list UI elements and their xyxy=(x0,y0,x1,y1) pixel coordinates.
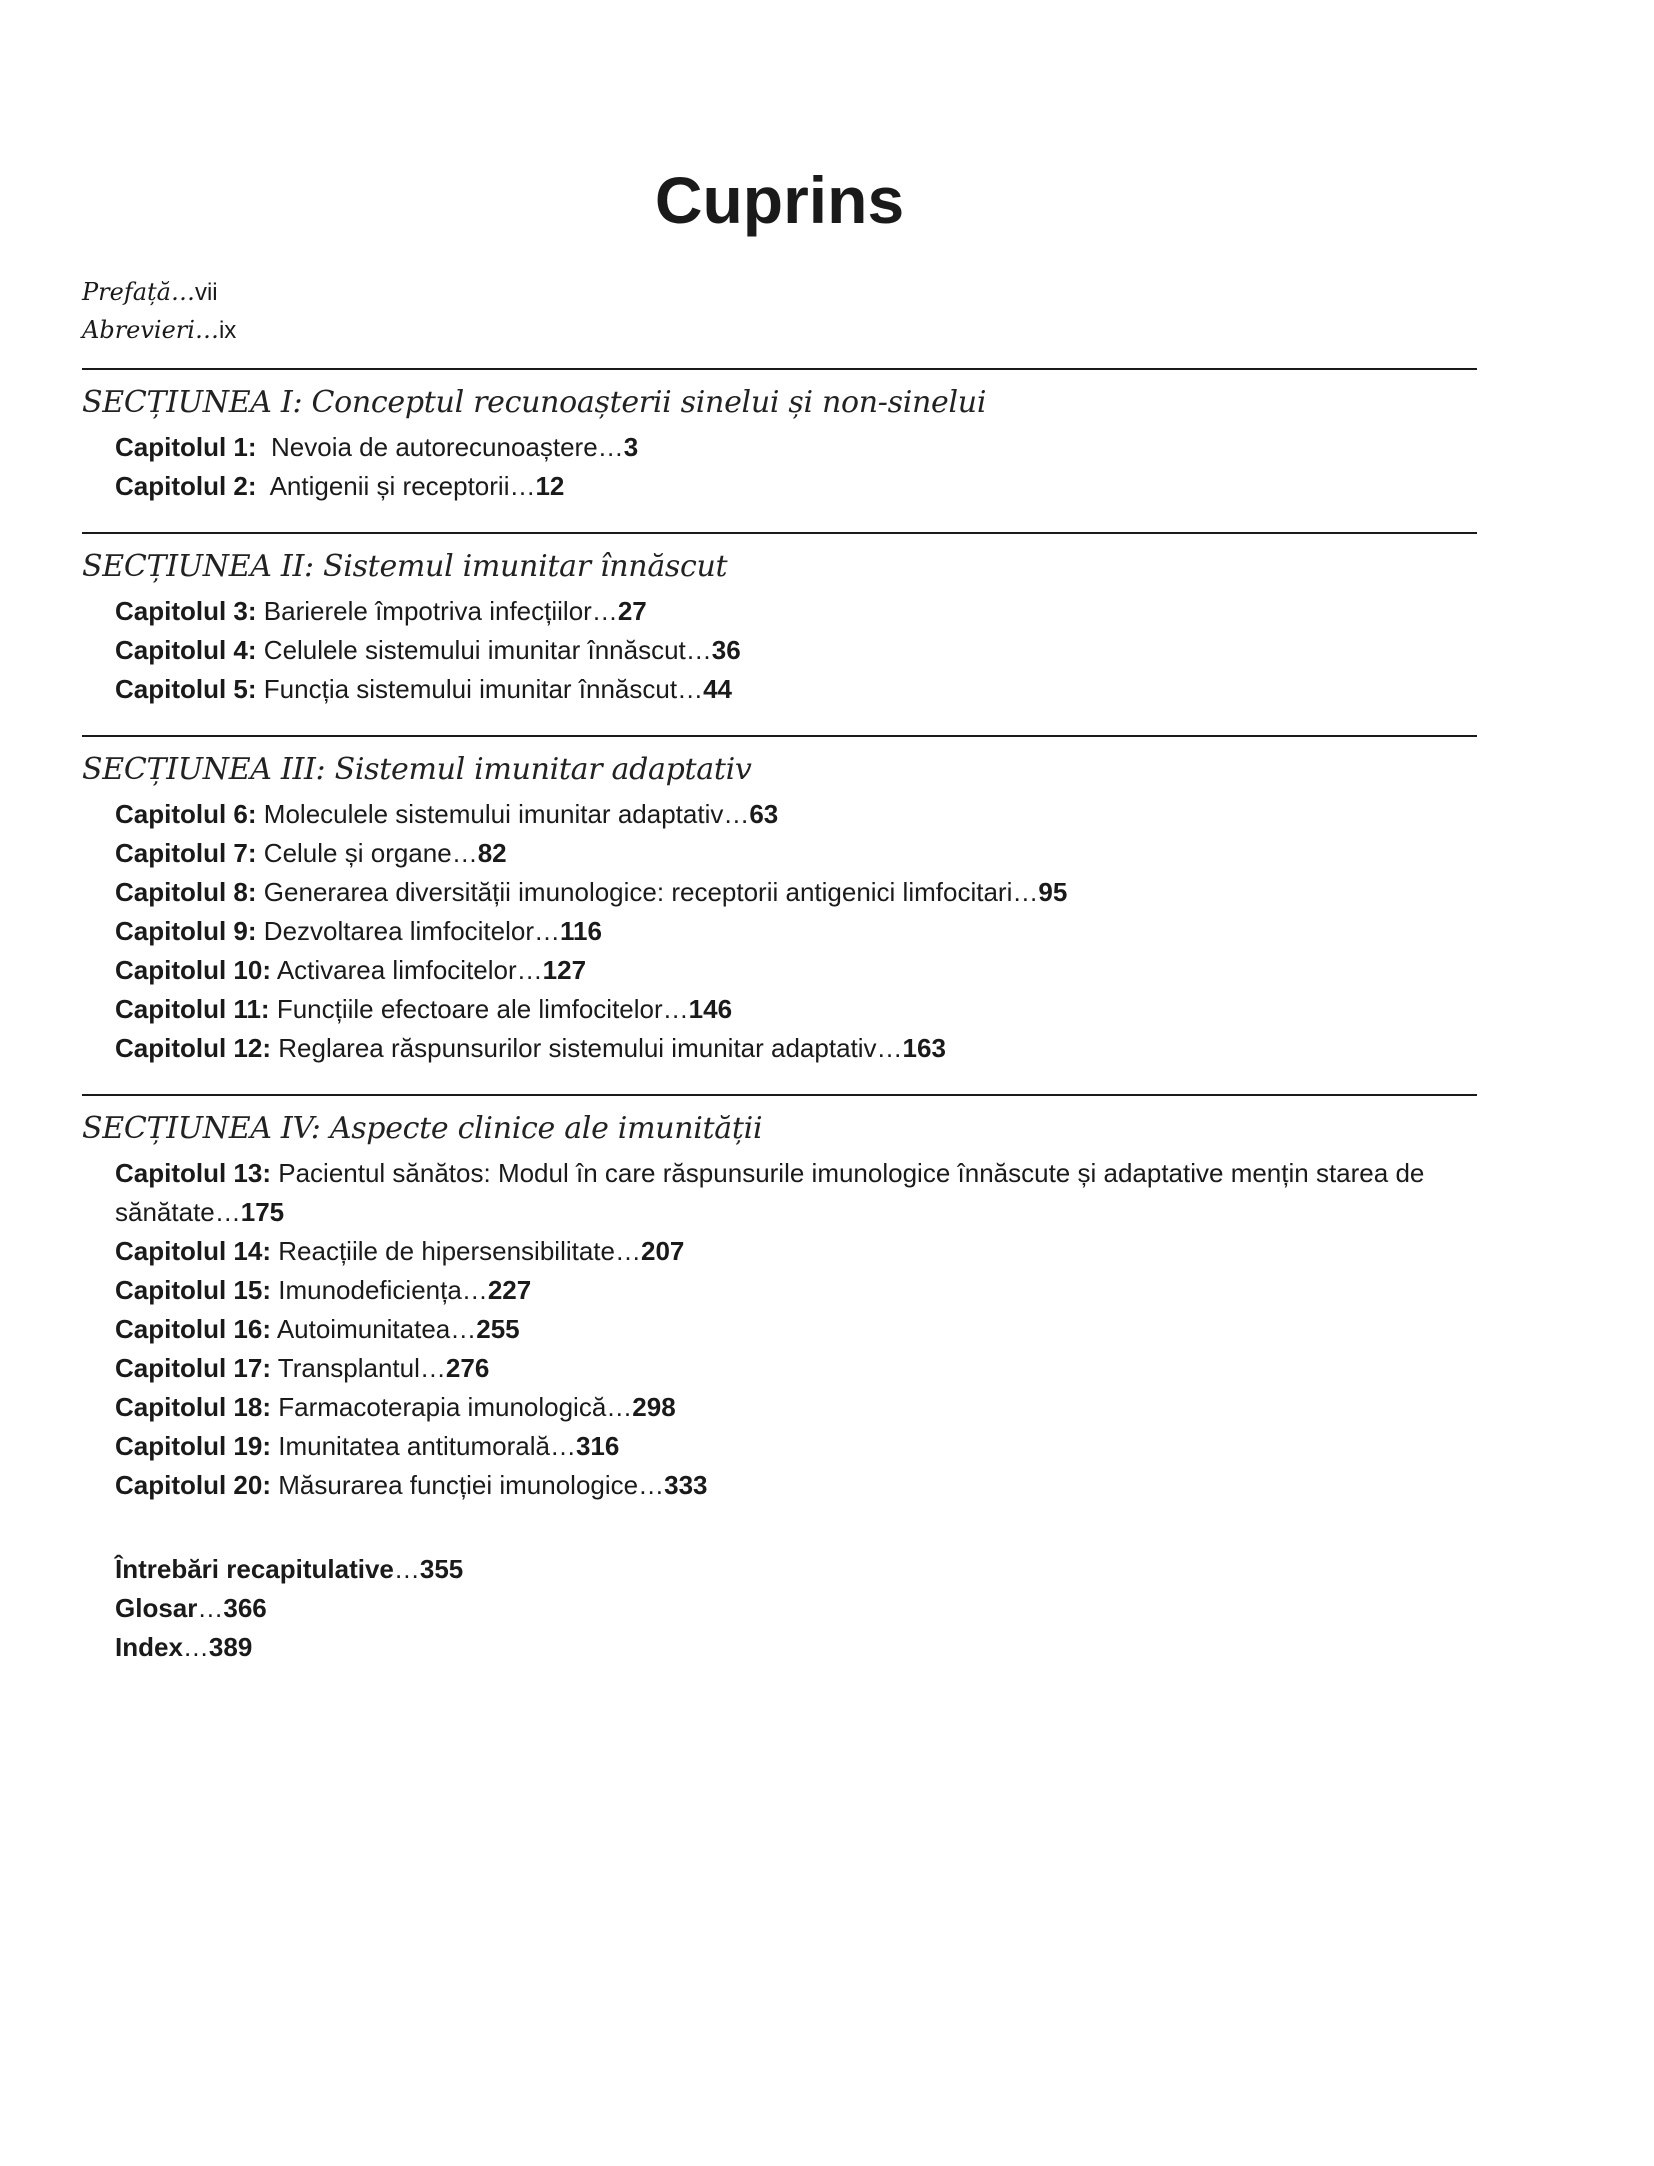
page-title: Cuprins xyxy=(654,163,905,237)
chapter-page: 146 xyxy=(688,994,733,1024)
chapter-label: Capitolul 8: xyxy=(115,877,257,907)
chapter-entry xyxy=(115,834,1477,873)
back-item-label: Întrebări recapitulative xyxy=(115,1554,394,1584)
chapter-text: Nevoia de autorecunoaștere… xyxy=(271,432,624,462)
back-item-index xyxy=(115,1628,463,1667)
chapter-list xyxy=(82,592,1477,709)
front-item-page: ix xyxy=(218,317,237,344)
chapter-label: Capitolul 4: xyxy=(115,635,257,665)
chapter-label: Capitolul 12: xyxy=(115,1033,272,1063)
chapter-page: 95 xyxy=(1038,877,1068,907)
front-item-ellipsis: … xyxy=(170,278,195,306)
chapter-entry xyxy=(115,467,1477,506)
back-item-intrebari xyxy=(115,1550,463,1589)
chapter-entry xyxy=(115,951,1477,990)
chapter-entry xyxy=(115,670,1477,709)
chapter-text: Funcția sistemului imunitar înnăscut… xyxy=(263,674,704,704)
chapter-label: Capitolul 18: xyxy=(115,1392,272,1422)
chapter-label: Capitolul 1: xyxy=(115,432,257,462)
chapter-text: Activarea limfocitelor… xyxy=(276,955,543,985)
chapter-label: Capitolul 10: xyxy=(115,955,272,985)
chapter-entry xyxy=(115,592,1477,631)
section-2 xyxy=(82,532,1477,709)
front-item-abrevieri xyxy=(82,312,236,350)
chapter-entry xyxy=(115,1427,1477,1466)
section-4 xyxy=(82,1094,1477,1505)
chapter-page: 207 xyxy=(641,1236,685,1266)
chapter-label: Capitolul 16: xyxy=(115,1314,272,1344)
back-item-label: Glosar xyxy=(115,1593,198,1623)
back-item-page: 366 xyxy=(223,1593,267,1623)
chapter-label: Capitolul 15: xyxy=(115,1275,272,1305)
chapter-entry xyxy=(115,1154,1477,1232)
chapter-label: Capitolul 20: xyxy=(115,1470,272,1500)
chapter-page: 116 xyxy=(560,916,602,946)
chapter-entry xyxy=(115,428,1477,467)
back-item-ellipsis: … xyxy=(182,1632,209,1662)
front-item-prefata xyxy=(82,274,236,312)
chapter-text: Funcțiile efectoare ale limfocitelor… xyxy=(276,994,689,1024)
chapter-entry xyxy=(115,873,1477,912)
chapter-entry xyxy=(115,1232,1477,1271)
chapter-label: Capitolul 3: xyxy=(115,596,257,626)
chapter-page: 63 xyxy=(749,799,779,829)
chapter-text: Reglarea răspunsurilor sistemului imunitar adaptativ… xyxy=(278,1033,903,1063)
toc-sections xyxy=(82,368,1477,1531)
chapter-page: 333 xyxy=(664,1470,708,1500)
back-item-page: 389 xyxy=(208,1632,253,1662)
chapter-page: 44 xyxy=(703,674,733,704)
back-item-page: 355 xyxy=(419,1554,464,1584)
chapter-page: 276 xyxy=(445,1353,490,1383)
chapter-page: 316 xyxy=(575,1431,620,1461)
chapter-label: Capitolul 6: xyxy=(115,799,257,829)
chapter-label: Capitolul 14: xyxy=(115,1236,272,1266)
back-item-ellipsis: … xyxy=(393,1554,420,1584)
front-item-ellipsis: … xyxy=(194,316,219,344)
chapter-page: 163 xyxy=(902,1033,946,1063)
chapter-label: Capitolul 13: xyxy=(115,1158,272,1188)
chapter-page: 127 xyxy=(542,955,587,985)
front-item-label: Prefață xyxy=(82,278,171,306)
chapter-page: 255 xyxy=(476,1314,520,1344)
section-1 xyxy=(82,368,1477,506)
chapter-label: Capitolul 17: xyxy=(115,1353,272,1383)
chapter-page: 12 xyxy=(535,471,565,501)
chapter-text: Generarea diversității imunologice: receptorii antigenici limfocitari… xyxy=(263,877,1039,907)
chapter-list xyxy=(82,1154,1477,1505)
chapter-page: 175 xyxy=(240,1197,285,1227)
chapter-entry xyxy=(115,1466,1477,1505)
chapter-text: Celulele sistemului imunitar înnăscut… xyxy=(263,635,712,665)
chapter-text: Imunitatea antitumorală… xyxy=(278,1431,576,1461)
front-matter xyxy=(82,274,236,350)
chapter-text: Imunodeficiența… xyxy=(278,1275,488,1305)
chapter-text: Dezvoltarea limfocitelor… xyxy=(263,916,561,946)
chapter-entry xyxy=(115,631,1477,670)
chapter-label: Capitolul 11: xyxy=(115,994,270,1024)
back-item-ellipsis: … xyxy=(197,1593,224,1623)
chapter-entry xyxy=(115,1029,1477,1068)
section-title: SECȚIUNEA III: Sistemul imunitar adaptativ xyxy=(82,752,752,787)
chapter-text: Moleculele sistemului imunitar adaptativ… xyxy=(263,799,750,829)
chapter-entry xyxy=(115,795,1477,834)
chapter-entry xyxy=(115,912,1477,951)
chapter-label: Capitolul 5: xyxy=(115,674,257,704)
chapter-page: 82 xyxy=(477,838,507,868)
front-item-label: Abrevieri xyxy=(82,316,195,344)
chapter-page: 36 xyxy=(711,635,741,665)
chapter-page: 227 xyxy=(487,1275,532,1305)
chapter-text: Barierele împotriva infecțiilor… xyxy=(263,596,618,626)
chapter-page: 3 xyxy=(623,432,639,462)
back-item-glosar xyxy=(115,1589,463,1628)
chapter-text: Transplantul… xyxy=(277,1353,446,1383)
chapter-entry xyxy=(115,990,1477,1029)
chapter-text: Reacțiile de hipersensibilitate… xyxy=(278,1236,641,1266)
chapter-text: Farmacoterapia imunologică… xyxy=(278,1392,633,1422)
back-item-label: Index xyxy=(115,1632,183,1662)
chapter-entry xyxy=(115,1271,1477,1310)
chapter-page: 27 xyxy=(617,596,647,626)
back-matter xyxy=(115,1550,463,1667)
chapter-text: Celule și organe… xyxy=(263,838,478,868)
section-title: SECȚIUNEA I: Conceptul recunoașterii sinelui și non-sinelui xyxy=(82,385,987,420)
chapter-label: Capitolul 2: xyxy=(115,471,257,501)
chapter-entry xyxy=(115,1349,1477,1388)
chapter-label: Capitolul 9: xyxy=(115,916,257,946)
section-title: SECȚIUNEA II: Sistemul imunitar înnăscut xyxy=(82,549,728,584)
chapter-text: Pacientul sănătos: Modul în care răspunsurile imunologice înnăscute și adaptative mențin starea de sănătate… xyxy=(115,1158,1425,1227)
chapter-text: Măsurarea funcției imunologice… xyxy=(278,1470,665,1500)
chapter-label: Capitolul 19: xyxy=(115,1431,272,1461)
chapter-page: 298 xyxy=(632,1392,676,1422)
chapter-entry xyxy=(115,1310,1477,1349)
section-title: SECȚIUNEA IV: Aspecte clinice ale imunității xyxy=(82,1111,763,1146)
chapter-text: Autoimunitatea… xyxy=(276,1314,477,1344)
section-3 xyxy=(82,735,1477,1068)
chapter-list xyxy=(82,428,1477,506)
chapter-label: Capitolul 7: xyxy=(115,838,257,868)
chapter-entry xyxy=(115,1388,1477,1427)
chapter-list xyxy=(82,795,1477,1068)
front-item-page: vii xyxy=(194,279,218,306)
chapter-text: Antigenii și receptorii… xyxy=(269,471,536,501)
